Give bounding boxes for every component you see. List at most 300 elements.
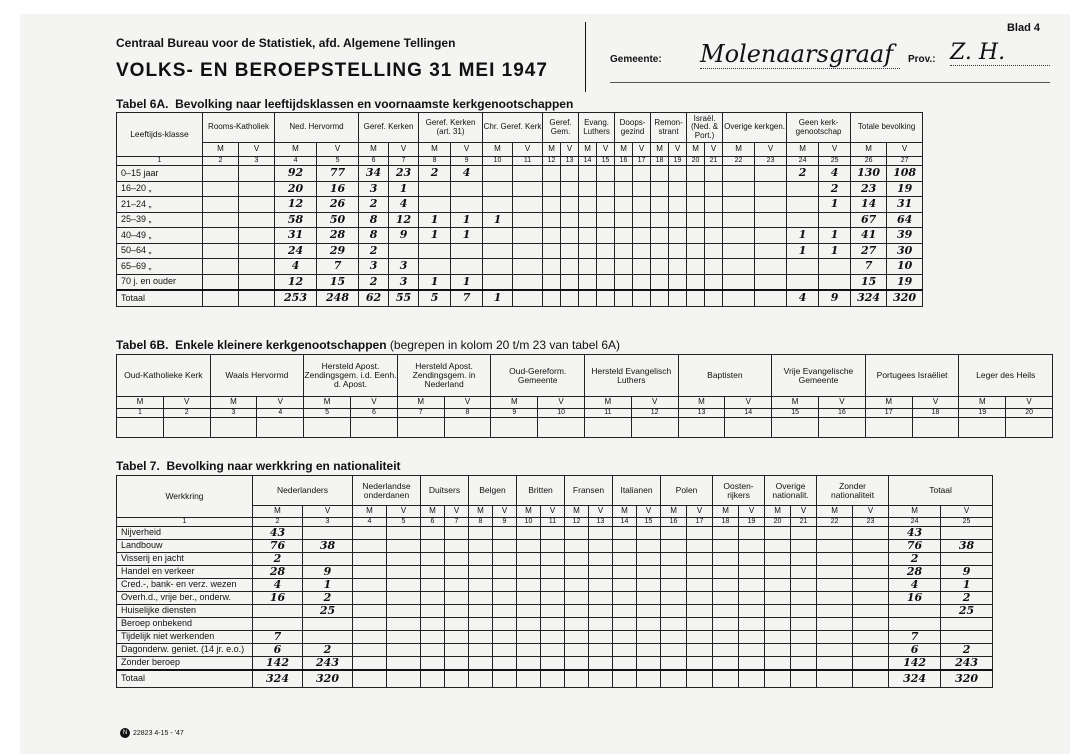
data-cell: 12: [275, 197, 317, 213]
mv-header-m: M: [543, 143, 561, 157]
data-cell: [613, 566, 637, 579]
printer-logo-icon: N: [120, 728, 130, 738]
column-number: 21: [705, 157, 723, 166]
total-cell: [543, 290, 561, 307]
data-cell: [541, 540, 565, 553]
data-cell: [633, 181, 651, 197]
data-cell: [615, 181, 633, 197]
data-cell: [669, 259, 687, 275]
data-cell: 130: [851, 166, 887, 182]
data-cell: [687, 243, 705, 259]
werkkring-label: Visserij en jacht: [117, 553, 253, 566]
data-cell: [353, 579, 387, 592]
data-cell: [303, 527, 353, 540]
data-cell: 2: [359, 274, 389, 290]
mv-header-m: M: [304, 397, 351, 409]
data-cell: [579, 197, 597, 213]
mv-header-m: M: [419, 143, 451, 157]
data-cell: [493, 553, 517, 566]
data-cell: [739, 644, 765, 657]
data-cell: [565, 540, 589, 553]
table-row: [117, 657, 993, 670]
data-cell: [589, 644, 613, 657]
mv-header-v: V: [317, 143, 359, 157]
data-cell: 16: [317, 181, 359, 197]
data-cell: 20: [275, 181, 317, 197]
total-cell: [353, 670, 387, 688]
data-cell: [421, 605, 445, 618]
mv-header-v: V: [791, 506, 817, 518]
data-cell: [705, 212, 723, 228]
total-cell: 1: [941, 579, 993, 592]
data-cell: [513, 166, 543, 182]
data-cell: [597, 181, 615, 197]
data-cell: [687, 274, 705, 290]
data-cell: [791, 527, 817, 540]
column-number: 26: [851, 157, 887, 166]
total-cell: 2: [889, 553, 941, 566]
column-number: 2: [203, 157, 239, 166]
total-cell: 320: [887, 290, 923, 307]
mv-header-m: M: [275, 143, 317, 157]
data-cell: [705, 197, 723, 213]
column-number: 5: [317, 157, 359, 166]
data-cell: [687, 259, 705, 275]
total-cell: [239, 290, 275, 307]
data-cell: [353, 566, 387, 579]
data-cell: [713, 540, 739, 553]
data-cell: [493, 631, 517, 644]
data-cell: [669, 166, 687, 182]
data-cell: [543, 243, 561, 259]
data-cell: [253, 618, 303, 631]
total-cell: 16: [889, 592, 941, 605]
mv-header-v: V: [725, 397, 772, 409]
mv-header-m: M: [483, 143, 513, 157]
data-cell: [483, 228, 513, 244]
data-cell: [615, 274, 633, 290]
data-cell: [203, 228, 239, 244]
mv-header-m: M: [959, 397, 1006, 409]
footer: N 22823 4-15 - '47: [120, 728, 184, 738]
total-cell: [853, 670, 889, 688]
data-cell: 10: [887, 259, 923, 275]
data-cell: [1006, 418, 1053, 438]
data-cell: [589, 540, 613, 553]
mv-header-m: M: [203, 143, 239, 157]
data-cell: [517, 540, 541, 553]
mv-header-v: V: [912, 397, 959, 409]
data-cell: 23: [851, 181, 887, 197]
data-cell: [687, 631, 713, 644]
data-cell: [853, 579, 889, 592]
data-cell: [543, 228, 561, 244]
col-header-age: Leeftijds-klasse: [117, 113, 203, 157]
blank-line: [610, 82, 1050, 83]
column-number: 14: [725, 409, 772, 418]
data-cell: [565, 527, 589, 540]
data-cell: [561, 243, 579, 259]
mv-header-m: M: [651, 143, 669, 157]
table-row: [117, 518, 993, 527]
column-number: 17: [633, 157, 651, 166]
data-cell: [661, 579, 687, 592]
data-cell: [765, 566, 791, 579]
data-cell: [705, 166, 723, 182]
age-label: 25–39 „: [117, 212, 203, 228]
data-cell: [513, 181, 543, 197]
data-cell: [469, 553, 493, 566]
table-row: [117, 592, 993, 605]
data-cell: [791, 579, 817, 592]
group-header: Waals Hervormd: [210, 355, 304, 397]
data-cell: 2: [253, 553, 303, 566]
mv-header-v: V: [451, 143, 483, 157]
mv-header-v: V: [818, 397, 865, 409]
total-cell: 7: [889, 631, 941, 644]
data-cell: [713, 592, 739, 605]
data-cell: [787, 197, 819, 213]
data-cell: [755, 274, 787, 290]
data-cell: [765, 579, 791, 592]
data-cell: [853, 540, 889, 553]
data-cell: 1: [787, 243, 819, 259]
data-cell: [589, 566, 613, 579]
column-number: 9: [491, 409, 538, 418]
data-cell: [633, 243, 651, 259]
data-cell: 3: [359, 181, 389, 197]
data-cell: [353, 527, 387, 540]
total-cell: 2: [941, 592, 993, 605]
data-cell: [739, 566, 765, 579]
data-cell: [765, 618, 791, 631]
werkkring-label: Beroep onbekend: [117, 618, 253, 631]
data-cell: [561, 212, 579, 228]
column-number: 6: [421, 518, 445, 527]
table-row: [117, 553, 993, 566]
data-cell: [817, 540, 853, 553]
age-label: 16–20 „: [117, 181, 203, 197]
column-number: 7: [389, 157, 419, 166]
data-cell: [541, 631, 565, 644]
data-cell: [469, 657, 493, 670]
data-cell: [239, 166, 275, 182]
mv-header-m: M: [687, 143, 705, 157]
column-number: 10: [517, 518, 541, 527]
total-cell: 28: [889, 566, 941, 579]
data-cell: 2: [359, 197, 389, 213]
column-number: 12: [565, 518, 589, 527]
data-cell: [651, 166, 669, 182]
data-cell: [445, 644, 469, 657]
data-cell: [713, 605, 739, 618]
data-cell: [713, 566, 739, 579]
mv-header-m: M: [817, 506, 853, 518]
data-cell: [661, 618, 687, 631]
data-cell: [637, 553, 661, 566]
data-cell: [387, 631, 421, 644]
data-cell: [817, 657, 853, 670]
data-cell: [818, 418, 865, 438]
werkkring-label: Huiselijke diensten: [117, 605, 253, 618]
data-cell: [451, 259, 483, 275]
data-cell: [517, 566, 541, 579]
data-cell: [791, 540, 817, 553]
column-number: 16: [661, 518, 687, 527]
data-cell: [912, 418, 959, 438]
table-row: [117, 197, 923, 213]
column-number: 13: [561, 157, 579, 166]
data-cell: [584, 418, 631, 438]
group-header: Overige nationalit.: [765, 476, 817, 506]
data-cell: [723, 228, 755, 244]
data-cell: [541, 618, 565, 631]
data-cell: [853, 566, 889, 579]
data-cell: [579, 228, 597, 244]
data-cell: [687, 592, 713, 605]
data-cell: [579, 243, 597, 259]
data-cell: 243: [303, 657, 353, 670]
total-cell: 6: [889, 644, 941, 657]
mv-header-m: M: [421, 506, 445, 518]
data-cell: [543, 212, 561, 228]
mv-header-v: V: [1006, 397, 1053, 409]
data-cell: [513, 259, 543, 275]
total-cell: [941, 618, 993, 631]
total-label: Totaal: [117, 670, 253, 688]
data-cell: [791, 605, 817, 618]
data-cell: [705, 228, 723, 244]
data-cell: [853, 657, 889, 670]
data-cell: [755, 197, 787, 213]
table-row: [117, 290, 923, 307]
group-header: Geref. Gem.: [543, 113, 579, 143]
mv-header-v: V: [755, 143, 787, 157]
mv-header-v: V: [819, 143, 851, 157]
data-cell: [755, 166, 787, 182]
age-label: 21–24 „: [117, 197, 203, 213]
data-cell: [541, 592, 565, 605]
data-cell: [713, 657, 739, 670]
data-cell: [493, 618, 517, 631]
data-cell: [387, 605, 421, 618]
data-cell: [613, 553, 637, 566]
column-number: 11: [513, 157, 543, 166]
data-cell: 7: [253, 631, 303, 644]
data-cell: [253, 605, 303, 618]
data-cell: [469, 566, 493, 579]
data-cell: [613, 618, 637, 631]
werkkring-label: Handel en verkeer: [117, 566, 253, 579]
total-cell: [387, 670, 421, 688]
mv-header-m: M: [723, 143, 755, 157]
data-cell: [615, 166, 633, 182]
data-cell: [765, 527, 791, 540]
data-cell: [687, 228, 705, 244]
data-cell: [597, 212, 615, 228]
data-cell: [613, 605, 637, 618]
data-cell: [661, 527, 687, 540]
column-number: 19: [739, 518, 765, 527]
data-cell: [589, 553, 613, 566]
data-cell: [579, 181, 597, 197]
group-header: Hersteld Apost. Zendingsgem. in Nederland: [397, 355, 491, 397]
data-cell: [661, 605, 687, 618]
data-cell: [669, 181, 687, 197]
data-cell: [303, 553, 353, 566]
data-cell: [791, 566, 817, 579]
column-number: 1: [117, 409, 164, 418]
total-cell: 9: [819, 290, 851, 307]
table7: [116, 475, 993, 688]
total-cell: 243: [941, 657, 993, 670]
data-cell: [421, 644, 445, 657]
data-cell: [543, 259, 561, 275]
data-cell: 2: [419, 166, 451, 182]
column-number: 6: [359, 157, 389, 166]
data-cell: [565, 592, 589, 605]
data-cell: [541, 579, 565, 592]
total-cell: 38: [941, 540, 993, 553]
data-cell: [613, 592, 637, 605]
mv-header-v: V: [541, 506, 565, 518]
data-cell: [633, 166, 651, 182]
data-cell: [303, 618, 353, 631]
data-cell: [203, 274, 239, 290]
data-cell: [819, 212, 851, 228]
data-cell: [579, 212, 597, 228]
data-cell: [469, 605, 493, 618]
column-number: 19: [669, 157, 687, 166]
column-number: 1: [117, 518, 253, 527]
data-cell: [565, 605, 589, 618]
data-cell: [613, 527, 637, 540]
total-cell: [637, 670, 661, 688]
data-cell: [543, 181, 561, 197]
data-cell: [513, 228, 543, 244]
column-number: 1: [117, 157, 203, 166]
data-cell: [565, 631, 589, 644]
total-cell: [941, 553, 993, 566]
data-cell: [353, 540, 387, 553]
table-row: [117, 527, 993, 540]
total-cell: [713, 670, 739, 688]
data-cell: [239, 274, 275, 290]
data-cell: [817, 618, 853, 631]
mv-header-m: M: [678, 397, 725, 409]
table-row: [117, 181, 923, 197]
total-cell: [705, 290, 723, 307]
data-cell: [723, 181, 755, 197]
werkkring-label: Overh.d., vrije ber., onderw.: [117, 592, 253, 605]
column-number: 24: [787, 157, 819, 166]
data-cell: 28: [317, 228, 359, 244]
data-cell: [633, 259, 651, 275]
table-row: [117, 540, 993, 553]
data-cell: [239, 197, 275, 213]
data-cell: [589, 592, 613, 605]
column-number: 9: [493, 518, 517, 527]
data-cell: [445, 592, 469, 605]
mv-header-v: V: [493, 506, 517, 518]
data-cell: 3: [389, 259, 419, 275]
data-cell: [517, 631, 541, 644]
data-cell: [787, 212, 819, 228]
total-cell: [765, 670, 791, 688]
data-cell: [387, 527, 421, 540]
data-cell: [651, 259, 669, 275]
data-cell: [597, 166, 615, 182]
total-cell: 76: [889, 540, 941, 553]
mv-header-m: M: [772, 397, 819, 409]
data-cell: 14: [851, 197, 887, 213]
total-cell: 248: [317, 290, 359, 307]
data-cell: [387, 618, 421, 631]
group-header: Doops-gezind: [615, 113, 651, 143]
total-cell: 2: [941, 644, 993, 657]
group-header: Britten: [517, 476, 565, 506]
data-cell: [817, 605, 853, 618]
table-row: [117, 228, 923, 244]
mv-header-m: M: [661, 506, 687, 518]
mv-header-v: V: [633, 143, 651, 157]
data-cell: [589, 605, 613, 618]
data-cell: [445, 566, 469, 579]
data-cell: [687, 618, 713, 631]
data-cell: [493, 540, 517, 553]
group-header: Nederlandse onderdanen: [353, 476, 421, 506]
data-cell: [651, 212, 669, 228]
data-cell: [387, 592, 421, 605]
data-cell: [203, 181, 239, 197]
data-cell: [589, 657, 613, 670]
data-cell: [597, 197, 615, 213]
column-number: 10: [483, 157, 513, 166]
data-cell: [853, 631, 889, 644]
data-cell: [561, 197, 579, 213]
age-label: 65–69 „: [117, 259, 203, 275]
column-number: 15: [637, 518, 661, 527]
column-number: 6: [351, 409, 398, 418]
organization: Centraal Bureau voor de Statistiek, afd. Algemene Tellingen: [116, 36, 456, 50]
data-cell: [117, 418, 164, 438]
group-header: Hersteld Evangelisch Luthers: [584, 355, 678, 397]
column-number: 25: [819, 157, 851, 166]
data-cell: [517, 644, 541, 657]
data-cell: [203, 197, 239, 213]
data-cell: [483, 197, 513, 213]
data-cell: [579, 274, 597, 290]
data-cell: [541, 527, 565, 540]
data-cell: [239, 181, 275, 197]
data-cell: [303, 631, 353, 644]
data-cell: 1: [419, 212, 451, 228]
data-cell: [633, 228, 651, 244]
data-cell: [565, 553, 589, 566]
data-cell: [565, 657, 589, 670]
data-cell: [661, 644, 687, 657]
table-row: [117, 631, 993, 644]
mv-header-v: V: [389, 143, 419, 157]
data-cell: [451, 181, 483, 197]
group-header: Oosten-rijkers: [713, 476, 765, 506]
data-cell: [765, 540, 791, 553]
data-cell: [239, 259, 275, 275]
total-cell: 55: [389, 290, 419, 307]
table-row: [117, 397, 1053, 409]
data-cell: 2: [303, 592, 353, 605]
data-cell: [705, 259, 723, 275]
